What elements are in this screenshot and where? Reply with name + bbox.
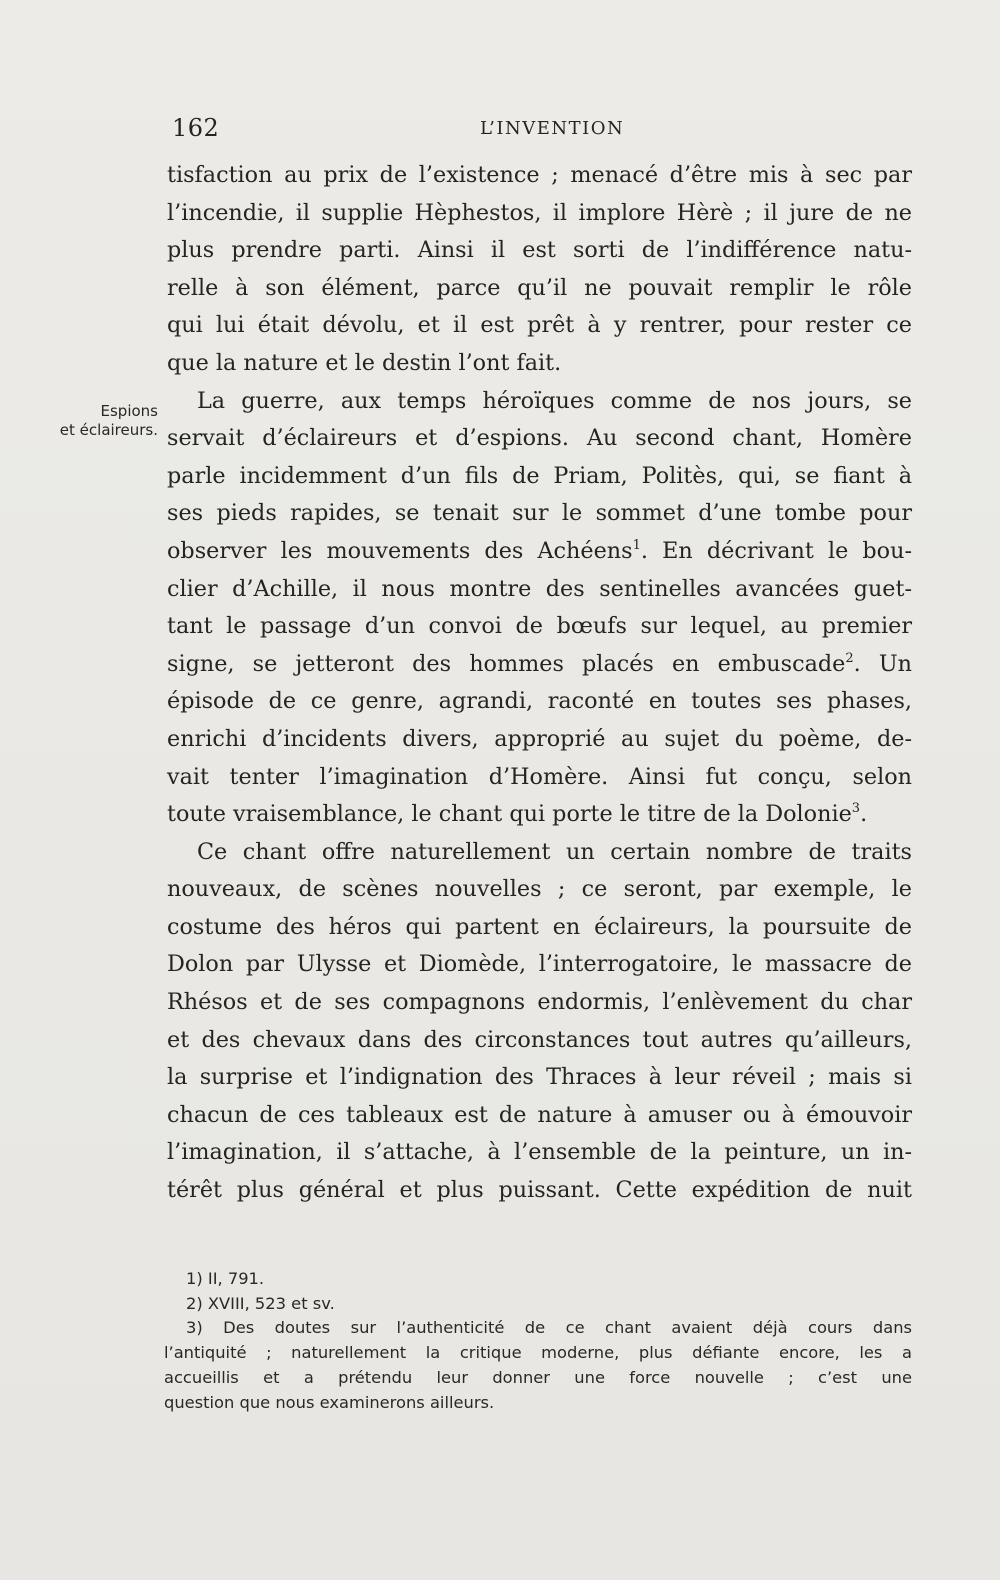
body-line: qui lui était dévolu, et il est prêt à y rentrer, pour rester ce	[167, 312, 912, 339]
footnote-ref: 1	[632, 537, 641, 553]
body-line: Dolon par Ulysse et Diomède, l’interrogatoire, le massacre de	[167, 951, 912, 978]
footnote-continuation: accueillis et a prétendu leur donner une force nouvelle ; c’est une	[164, 1367, 912, 1387]
body-line: parle incidemment d’un fils de Priam, Politès, qui, se fiant à	[167, 462, 912, 489]
body-line: La guerre, aux temps héroïques comme de nos jours, se	[197, 387, 912, 414]
footnote-ref: 3	[851, 801, 861, 817]
footnote: 1) II, 791.	[186, 1269, 265, 1288]
margin-note-line: et éclaireurs.	[59, 421, 158, 439]
body-line: servait d’éclaireurs et d’espions. Au second chant, Homère	[167, 425, 912, 452]
body-line: vait tenter l’imagination d’Homère. Ainsi fut conçu, selon	[167, 763, 912, 790]
running-title: L’INVENTION	[480, 118, 625, 139]
body-line: observer les mouvements des Achéens$^1$. En décrivant le bou-	[167, 537, 913, 564]
body-line: Rhésos et de ses compagnons endormis, l’enlèvement du char	[167, 989, 912, 1016]
page-header	[172, 114, 912, 148]
body-line: l’incendie, il supplie Hèphestos, il implore Hèrè ; il jure de ne	[167, 199, 912, 226]
body-line: relle à son élément, parce qu’il ne pouvait remplir le rôle	[167, 274, 912, 301]
body-line: signe, se jetteront des hommes placés en embuscade$^2$. Un	[167, 650, 912, 677]
body-line: et des chevaux dans des circonstances tout autres qu’ailleurs,	[167, 1026, 912, 1053]
body-line: l’imagination, il s’attache, à l’ensemble de la peinture, un in-	[167, 1139, 912, 1166]
body-line: épisode de ce genre, agrandi, raconté en toutes ses phases,	[167, 688, 912, 715]
body-line: nouveaux, de scènes nouvelles ; ce seront, par exemple, le	[167, 876, 912, 903]
body-line: la surprise et l’indignation des Thraces à leur réveil ; mais si	[167, 1064, 912, 1091]
body-line: plus prendre parti. Ainsi il est sorti de l’indifférence natu-	[167, 237, 912, 264]
page-number: 162	[172, 114, 220, 142]
body-line: tant le passage d’un convoi de bœufs sur lequel, au premier	[167, 613, 912, 640]
body-line: costume des héros qui partent en éclaireurs, la poursuite de	[167, 913, 912, 940]
body-line: enrichi d’incidents divers, approprié au sujet du poème, de-	[167, 725, 912, 752]
footnote: 2) XVIII, 523 et sv.	[186, 1293, 335, 1313]
footnote: 3) Des doutes sur l’authenticité de ce chant avaient déjà cours dans	[186, 1318, 912, 1338]
body-line: tisfaction au prix de l’existence ; menacé d’être mis à sec par	[167, 162, 912, 188]
footnote-continuation: l’antiquité ; naturellement la critique moderne, plus défiante encore, les a	[164, 1343, 912, 1363]
body-text	[167, 157, 912, 1210]
footnotes	[164, 1267, 912, 1415]
body-line: clier d’Achille, il nous montre des sentinelles avancées guet-	[167, 575, 912, 602]
margin-note-line: Espions	[100, 402, 158, 420]
body-line: toute vraisemblance, le chant qui porte le titre de la Dolonie$^3$.	[167, 801, 868, 828]
body-line: que la nature et le destin l’ont fait.	[167, 349, 562, 376]
footnote-continuation: question que nous examinerons ailleurs.	[164, 1392, 495, 1412]
body-line: chacun de ces tableaux est de nature à amuser ou à émouvoir	[167, 1101, 912, 1128]
body-line: térêt plus général et plus puissant. Cette expédition de nuit	[167, 1177, 912, 1204]
body-line: Ce chant offre naturellement un certain nombre de traits	[197, 838, 912, 865]
footnote-ref: 2	[845, 650, 854, 666]
margin-note	[18, 402, 158, 440]
body-line: ses pieds rapides, se tenait sur le sommet d’une tombe pour	[167, 500, 912, 527]
